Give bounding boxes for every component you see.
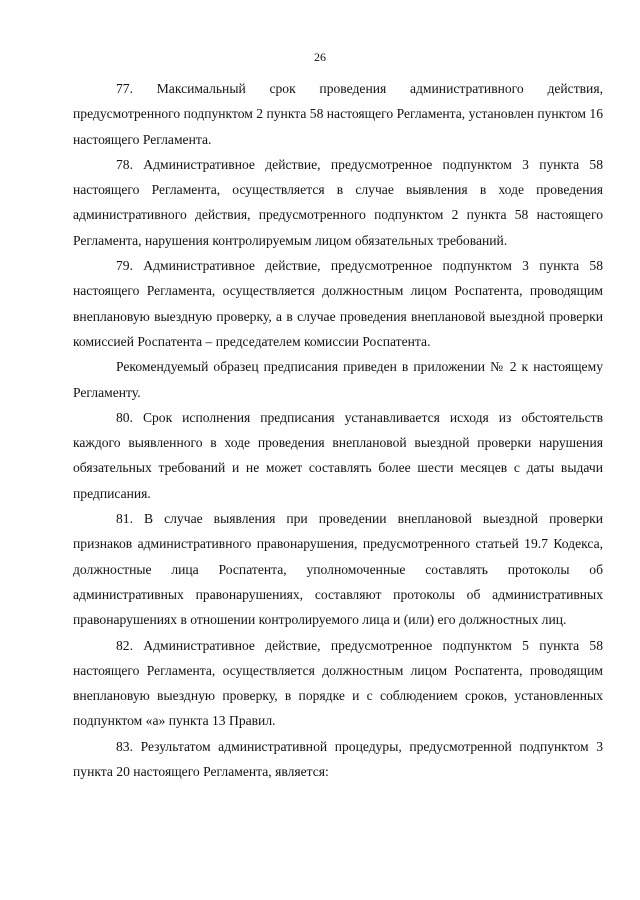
paragraph-78: 78. Административное действие, предусмотренное подпунктом 3 пункта 58 настоящего Регламента, осуществляется в случае выявления в ходе проведения административного действия, предусмотренного подпунктом 2 пункта 58 настоящего Регламента, нарушения контролируемым лицом обязательных требований. — [73, 156, 603, 248]
paragraph-77: 77. Максимальный срок проведения административного действия, предусмотренного подпунктом 2 пункта 58 настоящего Регламента, установлен пунктом 16 настоящего Регламента. — [73, 81, 604, 147]
page-number: 26 — [314, 50, 326, 64]
paragraph-81: 81. В случае выявления при проведении внеплановой выездной проверки признаков административного правонарушения, предусмотренного статьей 19.7 Кодекса, должностные лица Роспатента, уполномоченные составлять протоколы об административных правонарушениях, составляют протоколы об административных правонарушениях в отношении контролируемого лица и (или) его должностных лиц. — [73, 511, 603, 628]
paragraph-83: 83. Результатом административной процедуры, предусмотренной подпунктом 3 пункта 20 настоящего Регламента, является: — [73, 738, 603, 780]
paragraph-recommended-sample: Рекомендуемый образец предписания приведен в приложении № 2 к настоящему Регламенту. — [73, 359, 603, 400]
paragraph-79: 79. Административное действие, предусмотренное подпунктом 3 пункта 58 настоящего Регламента, осуществляется должностным лицом Роспатента, проводящим внеплановую выездную проверку, а в случае проведения внеплановой выездной проверки комиссией Роспатента – председателем комиссии Роспатента. — [73, 258, 603, 349]
document-body — [73, 76, 603, 784]
paragraph-82: 82. Административное действие, предусмотренное подпунктом 5 пункта 58 настоящего Регламента, осуществляется должностным лицом Роспатента, проводящим внеплановую выездную проверку, в порядке и с соблюдением сроков, установленных подпунктом «а» пункта 13 Правил. — [73, 637, 603, 729]
paragraph-80: 80. Срок исполнения предписания устанавливается исходя из обстоятельств каждого выявленного в ходе проведения внеплановой выездной проверки нарушения обязательных требований и не может составлять более шести месяцев с даты выдачи предписания. — [73, 409, 603, 501]
